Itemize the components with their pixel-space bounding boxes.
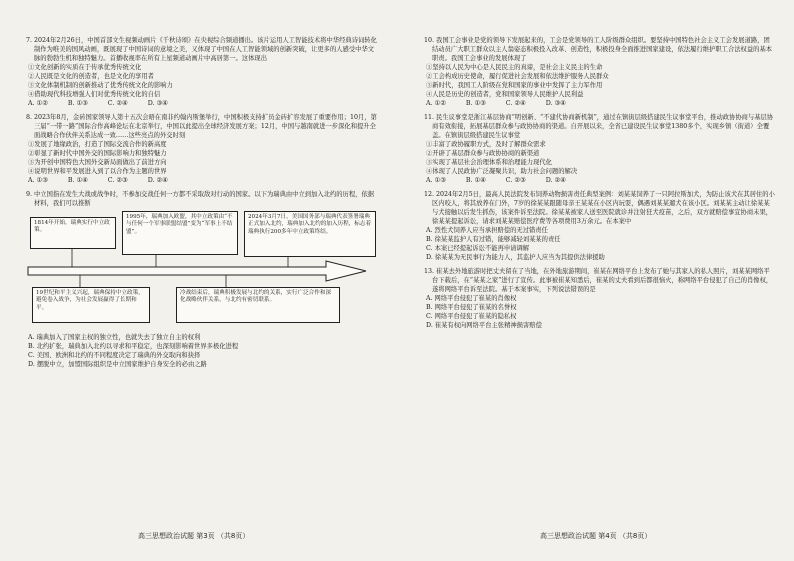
- question-8: [26, 113, 378, 185]
- question-13: [424, 267, 776, 330]
- option-c: C. 美国、欧洲和北约的不同程度决定了瑞典的外交取向和抉择: [28, 352, 201, 359]
- answer-choices: A. ①③ B. ①④ C. ②③ D. ②④: [426, 177, 566, 184]
- option-3: ③为开创中国特色大国外交新局面做出了前进方向: [28, 159, 167, 166]
- question-stem: 12. 2024年2月5日，最高人民法院发布饲养动物损害责任典型案例：刘某某饲养了一只阿拉斯加犬，为防止该犬在其居住的小区内咬人，将其放养在门外，7岁的徐某某跟随母亲王某某在小区内玩耍，偶遇刘某某遛犬在该小区。刘某某主动让徐某某与犬接触以后发生抓伤，该案件诉至法院。徐某某被家人送至医院就诊并注射狂犬疫苗，之后，双方就赔偿事宜协商未果，徐某某提起诉讼，请求刘某某赔偿医疗费等各项费用3万余元。在本案中: [424, 191, 775, 225]
- question-stem: 7. 2024年2月26日，中国首部文生视频动画片《千秋诗颂》在央视综合频道播出。该片运用人工智能技术将中华经典诗词转化制作为唯美的国风动画，既展现了中国诗词的意境之美，又体现了中国在人工智能领域的创新突破，让更多的人感受中华文脉的勃勃生机和独特魅力。首播收视率在所有上星频道动画片中高居第一。这体现出: [26, 37, 377, 62]
- option-b: B. 北约扩张，瑞典加入北约以寻求和平稳定，也深刻影响着世界多极化进程: [28, 343, 239, 350]
- option-1: ①文化创新的实质在于传承优秀传统文化: [28, 64, 142, 71]
- option-d: D. 崔某有权向网络平台主张精神损害赔偿: [426, 322, 542, 329]
- option-3: ③文化体制机制的创新推动了优秀传统文化的影响力: [28, 82, 173, 89]
- option-d: D. 摆脱中立，加盟国际组织是中立国家维护自身安全的必由之路: [28, 361, 207, 368]
- option-3: ③实现了基层社会治理体系和治理能力现代化: [426, 159, 552, 166]
- option-3: ③新时代，我国工人阶级在党和国家的事业中发挥了主力军作用: [426, 82, 603, 89]
- option-4: ④体现了人民政协广泛凝聚共识，助力社会问题的解决: [426, 168, 578, 175]
- option-1: ①坚持以人民为中心是人民民主的真谛，是社会主义民主的生命: [426, 64, 603, 71]
- timeline-box-1995: 1995年，瑞典加入欧盟，其中立政策由“不与任何一个军事联盟结盟”变为“军事上不结盟”。: [122, 211, 238, 255]
- answer-choices: A. ①③ B. ①④ C. ②③ D. ②④: [28, 177, 168, 184]
- question-stem: 10. 我国工会事业是党的领导下发展起来的，工会是党领导的工人阶级群众组织。要坚持中国特色社会主义工会发展道路，团结动员广大职工群众以主人翁姿态积极投入改革、创造性，积极投身全面推进国家建设，依法履行维护职工合法权益的基本职责。我国工会事业的发展体现了: [424, 37, 773, 62]
- option-a: A. 烈性犬饲养人应当承担赔偿的无过错责任: [426, 227, 548, 234]
- question-stem: 11. 民生议事堂是浙江基层协商“明创新、“不建代协商新机制”，通过在镇街层级搭建民生议事堂平台，推动政协协商与基层协商有效衔接，拓展基层群众参与政协协商的渠道。自开展以来，全省已建设民生议事堂1380多个，实现乡镇（街道）全覆盖。在镇街层级搭建民生议事堂: [424, 114, 774, 139]
- option-1: ①丰富了政协履职方式，及时了解群众需求: [426, 141, 546, 148]
- question-7: [26, 36, 378, 108]
- page-footer: 高三思想政治试题 第3页 （共8页）: [138, 532, 250, 540]
- question-9: [26, 190, 378, 369]
- option-c: C. 网络平台侵犯了崔某的隐私权: [426, 313, 517, 320]
- question-11: [424, 113, 776, 185]
- option-b: B. 徐某某监护人有过错，能够减轻刘某某的责任: [426, 236, 561, 243]
- option-b: B. 网络平台侵犯了崔某的名誉权: [426, 304, 517, 311]
- page-4: [424, 36, 776, 335]
- timeline-box-1814: 1814年开始，瑞典实行中立政策。: [30, 217, 116, 249]
- sweden-timeline-diagram: [26, 211, 378, 329]
- answer-choices: A. ①② B. ①③ C. ②④ D. ③④: [426, 100, 566, 107]
- timeline-box-post-cold-war: 冷战结束后，瑞典积极发展与北约的关系，实行广泛合作和深化战略伙伴关系，与北约有密切联系。: [176, 287, 340, 323]
- option-4: ④借助现代科技增强人们对优秀传统文化的自信: [28, 91, 161, 98]
- timeline-box-2024: 2024年3月7日，美国国务部与瑞典代表签署瑞典正式加入北约，瑞典加入北约的加入历程，标志着瑞典执行200多年中立政策终结。: [244, 211, 376, 257]
- option-d: D. 徐某某为无民事行为能力人，其监护人应当为其提供法律援助: [426, 254, 605, 261]
- question-stem: 8. 2023年8月，金砖国家领导人第十五次会晤在南非约翰内斯堡举行，中国积极支持扩员金砖扩容发展了重要作用；10月，第三届“一带一路”国际合作高峰论坛在北京举行，中国以此提出全球经济发展方案；12月，中国与越南就进一步深化和提升全面战略合作伙伴关系达成一致……这些亮点的外交时刻: [26, 114, 377, 139]
- question-stem: 9. 中立国指在发生大战或战争时，不参加交战任何一方都不采取敌对行动的国家。以下为瑞典由中立到加入北约的历程，依据材料，我们可以推断: [26, 191, 375, 207]
- option-1: ①发展了地缘政治，打造了国际交流合作的新高度: [28, 141, 167, 148]
- option-a: A. 瑞典加入了国家主权的独立性，也就失去了独立自主的权利: [28, 334, 201, 341]
- page-3: [26, 36, 378, 374]
- option-2: ②开辟了基层群众参与政协协商的新渠道: [426, 150, 540, 157]
- option-c: C. 本案已经提起诉讼不能再申请调解: [426, 245, 530, 252]
- answer-choices: A. ①② B. ①③ C. ②④ D. ③④: [28, 100, 168, 107]
- option-a: A. 网络平台侵犯了崔某的肖像权: [426, 295, 517, 302]
- option-2: ②工会构成历史使命，履行促进社会发展和依法维护服务人民群众: [426, 73, 609, 80]
- option-2: ②彰显了新时代中国外交的国际影响力和独特魅力: [28, 150, 167, 157]
- question-stem: 13. 崔某去外地旅游时把丈夫留在了当地，在外地旅游期间，崔某在网络平台上发布了她与其家人的私人照片，刘某某网络平台下载后，在“某某之家”进行了宣传。此事被崔某知悉后，崔某的丈夫看到后都很恼火，称网络平台侵犯了自己的肖像权，遂将网络平台诉至法院。基于本案事实，下列说法错误的是: [424, 268, 773, 293]
- question-10: [424, 36, 776, 108]
- question-12: [424, 190, 776, 262]
- option-4: ④说明世界和平发展进入到了以合作为主题的世界: [28, 168, 167, 175]
- option-2: ②人民既是文化的创造者，也是文化的享用者: [28, 73, 154, 80]
- timeline-box-19th-century: 19世纪和平主义兴起，瑞典保持中立政策，避免卷入战争，为社会发展赢得了长期和平。: [32, 287, 150, 323]
- page-footer: 高三思想政治试题 第4页 （共8页）: [540, 532, 652, 540]
- option-4: ④人民是历史的创造者，党和国家领导人民维护人民利益: [426, 91, 584, 98]
